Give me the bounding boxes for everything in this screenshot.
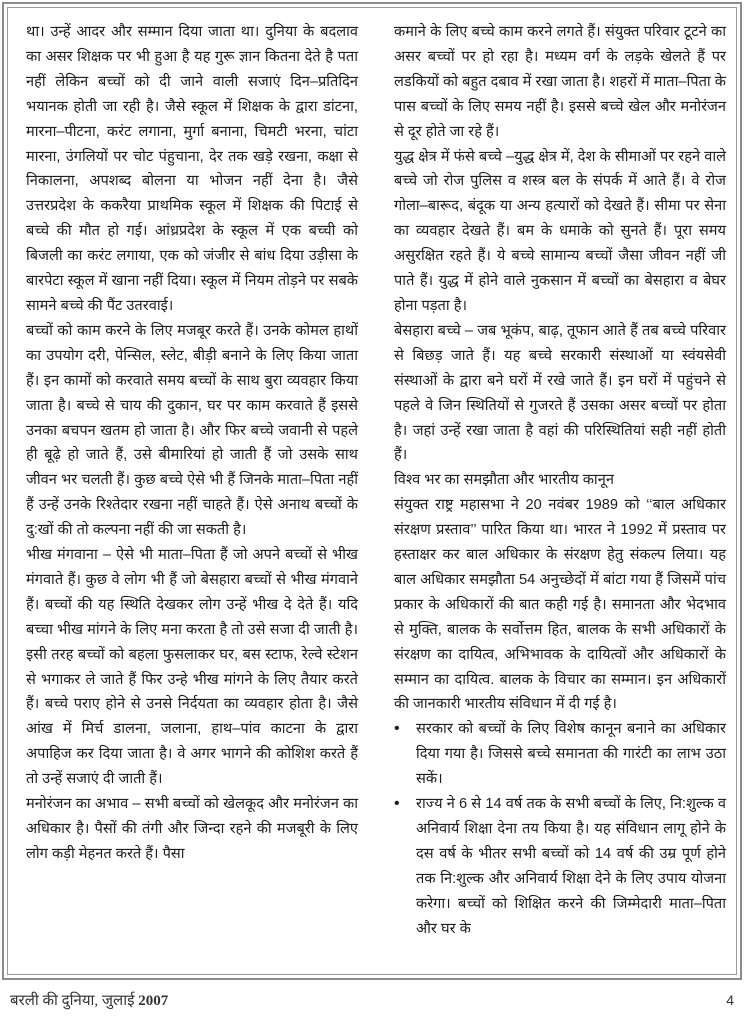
paragraph-homeless-children: बेसहारा बच्चे – जब भूकंप, बाढ़, तूफान आते हैं तब बच्चे परिवार से बिछड़ जाते हैं। यह बच्चे सरकारी संस्थाओं या स्वंयसेवी संस्थाओं के द्वारा बने घरों में रखे जाते हैं। इन घरों में पहुंचने से पहले वे जिन स्थितियों से गुजरते हैं उसका असर बच्चों पर होता है। जहां उन्हें रखा जाता है वहां की परिस्थितियां सही नहीं होती हैं। bbox=[394, 322, 726, 464]
footer-publication-name: बरली की दुनिया, जुलाई bbox=[10, 993, 139, 1009]
paragraph-war-zone-children: युद्ध क्षेत्र में फंसे बच्चे –युद्ध क्षेत्र में, देश के सीमाओं पर रहने वाले बच्चे जो रोज पुलिस व शस्त्र बल के संपर्क में आते हैं। वे रोज गोला–बारूद, बंदूक या अन्य हत्यारों को देखते हैं। सीमा पर सेना का व्यवहार देखते हैं। बम के धमाके को सुनते हैं। पूरा समय असुरक्षित रहते हैं। ये बच्चे सामान्य बच्चों जैसा जीवन नहीं जी पाते हैं। युद्ध में होने वाले नुकसान में बच्चों का बेसहारा व बेघर होना पड़ता है। bbox=[394, 148, 726, 314]
paragraph-begging: भीख मंगवाना – ऐसे भी माता–पिता हैं जो अपने बच्चों से भीख मंगवाते हैं। कुछ वे लोग भी हैं जो बेसहारा बच्चों से भीख मंगवाने हैं। बच्चों की यह स्थिति देखकर लोग उन्हें भीख दे देते हैं। यदि बच्चा भीख मांगने के लिए मना करता है तो उसे सजा दी जाती है। इसी तरह बच्चों को बहला फुसलाकर घर, बस स्टाफ, रेल्वे स्टेशन से भगाकर ले जाते हैं फिर उन्हे भीख मांगने के लिए तैयार करते हैं। बच्चे पराए होने से उनसे निर्दयता का व्यवहार होता है। जैसे आंख में मिर्च डालना, जलाना, हाथ–पांव काटना के द्वारा अपाहिज कर दिया जाता है। वे अगर भागने की कोशिश करते हैं तो उन्हें सजाएं दी जाती हैं। bbox=[26, 547, 358, 788]
paragraph-un-convention: संयुक्त राष्ट्र महासभा ने 20 नवंबर 1989 को ‘‘बाल अधिकार संरक्षण प्रस्ताव’’ पारित किया था। भारत ने 1992 में प्रस्ताव पर हस्ताक्षर कर बाल अधिकार के संरक्षण हेतु संकल्प लिया। यह बाल अधिकार समझौता 54 अनुच्छेदों में बांटा गया हैं जिसमें पांच प्रकार के अधिकारों की बात कही गई है। समानता और भेदभाव से मुक्ति, बालक के सर्वोत्तम हित, बालक के सभी अधिकारों के संरक्षण का दायित्व, अभिभावक के दायित्वों और अधिकारों के सम्मान का दायित्व. बालक के विचार का सम्मान। इन अधिकारों की जानकारी भारतीय संविधान में दी गई है। bbox=[394, 497, 726, 713]
bullet-icon: • bbox=[394, 720, 400, 738]
paragraph-child-labour: बच्चों को काम करने के लिए मजबूर करते हैं। उनके कोमल हाथों का उपयोग दरी, पेन्सिल, स्लेट, बीड़ी बनाने के लिए किया जाता हैं। इन कामों को करवाते समय बच्चों के साथ बुरा व्यवहार किया जाता है। बच्चे से चाय की दुकान, घर पर काम करवाते हैं इससे उनका बचपन खतम हो जाता है। और फिर बच्चे जवानी से पहले ही बूढ़े हो जाते हैं, उसे बीमारियां हो जाती हैं जो उसके साथ जीवन भर चलती हैं। कुछ बच्चे ऐसे भी हैं जिनके माता–पिता नहीं हैं उन्हें उनके रिश्तेदार रखना नहीं चाहते हैं। ऐसे अनाथ बच्चों के दु:खों की तो कल्पना नहीं की जा सकती है। bbox=[26, 322, 358, 539]
paragraph-entertainment-continued: कमाने के लिए बच्चे काम करने लगते हैं। संयुक्त परिवार टूटने का असर बच्चों पर हो रहा है। मध्यम वर्ग के लड़के खेलते हैं पर लडकियों को बहुत दबाव में रखा जाता है। शहरों में माता–पिता के पास बच्चों के लिए समय नहीं है। इससे बच्चे खेल और मनोरंजन से दूर होते जा रहे हैं। bbox=[394, 24, 726, 140]
bullet-icon: • bbox=[394, 795, 400, 813]
bullet-text: राज्य ने 6 से 14 वर्ष तक के सभी बच्चों के लिए, नि:शुल्क व अनिवार्य शिक्षा देना तय किया है। यह संविधान लागू होने के दस वर्ष के भीतर सभी बच्चों को 14 वर्ष की उम्र पूर्ण होने तक नि:शुल्क और अनिवार्य शिक्षा देने के लिए उपाय योजना करेगा। बच्चों को शिक्षित करने की जिम्मेदारी माता–पिता और घर के bbox=[416, 796, 726, 937]
footer-publication bbox=[10, 990, 168, 1010]
left-column bbox=[26, 20, 358, 970]
paragraph-teacher-punishment: था। उन्हें आदर और सम्मान दिया जाता था। दुनिया के बदलाव का असर शिक्षक पर भी हुआ है यह गुरू ज्ञान कितना देते है पता नहीं लेकिन बच्चों को दी जाने वाली सजाएं दिन–प्रतिदिन भयानक होती जा रही है। जैसे स्कूल में शिक्षक के द्वारा डांटना, मारना–पीटना, करंट लगाना, मुर्गा बनाना, चिमटी भरना, चांटा मारना, उंगलियों पर चोट पंहुचाना, देर तक खड़े रखना, कक्षा से निकालना, अपशब्द बोलना या भोजन नहीं देना है। जैसे उत्तरप्रदेश के ककरैया प्राथमिक स्कूल में शिक्षक की पिटाई से बच्चे की मौत हो गई। आंध्रप्रदेश के स्कूल में एक बच्ची को बिजली का करंट लगाया, एक को जंजीर से बांध दिया उड़ीसा के बारपेटा स्कूल में खाना नहीं दिया। स्कूल में नियम तोड़ने पर सबके सामने बच्चे की पैंट उतरवाई। bbox=[26, 24, 358, 314]
article-body bbox=[26, 20, 726, 970]
footer-year: 2007 bbox=[138, 993, 169, 1009]
right-column bbox=[394, 20, 726, 970]
bullet-item bbox=[394, 717, 726, 792]
bullet-text: सरकार को बच्चों के लिए विशेष कानून बनाने का अधिकार दिया गया है। जिससे बच्चे समानता की गारंटी का लाभ उठा सकें। bbox=[416, 721, 726, 788]
paragraph-lack-of-entertainment: मनोरंजन का अभाव – सभी बच्चों को खेलकूद और मनोरंजन का अधिकार है। पैसों की तंगी और जिन्दा रहने की मजबूरी के लिए लोग कड़ी मेहनत करते हैं। पैसा bbox=[26, 796, 358, 862]
bullet-item bbox=[394, 792, 726, 941]
section-heading-global-agreement: विश्व भर का समझौता और भारतीय कानून bbox=[394, 472, 614, 489]
page-number: 4 bbox=[726, 992, 734, 1008]
